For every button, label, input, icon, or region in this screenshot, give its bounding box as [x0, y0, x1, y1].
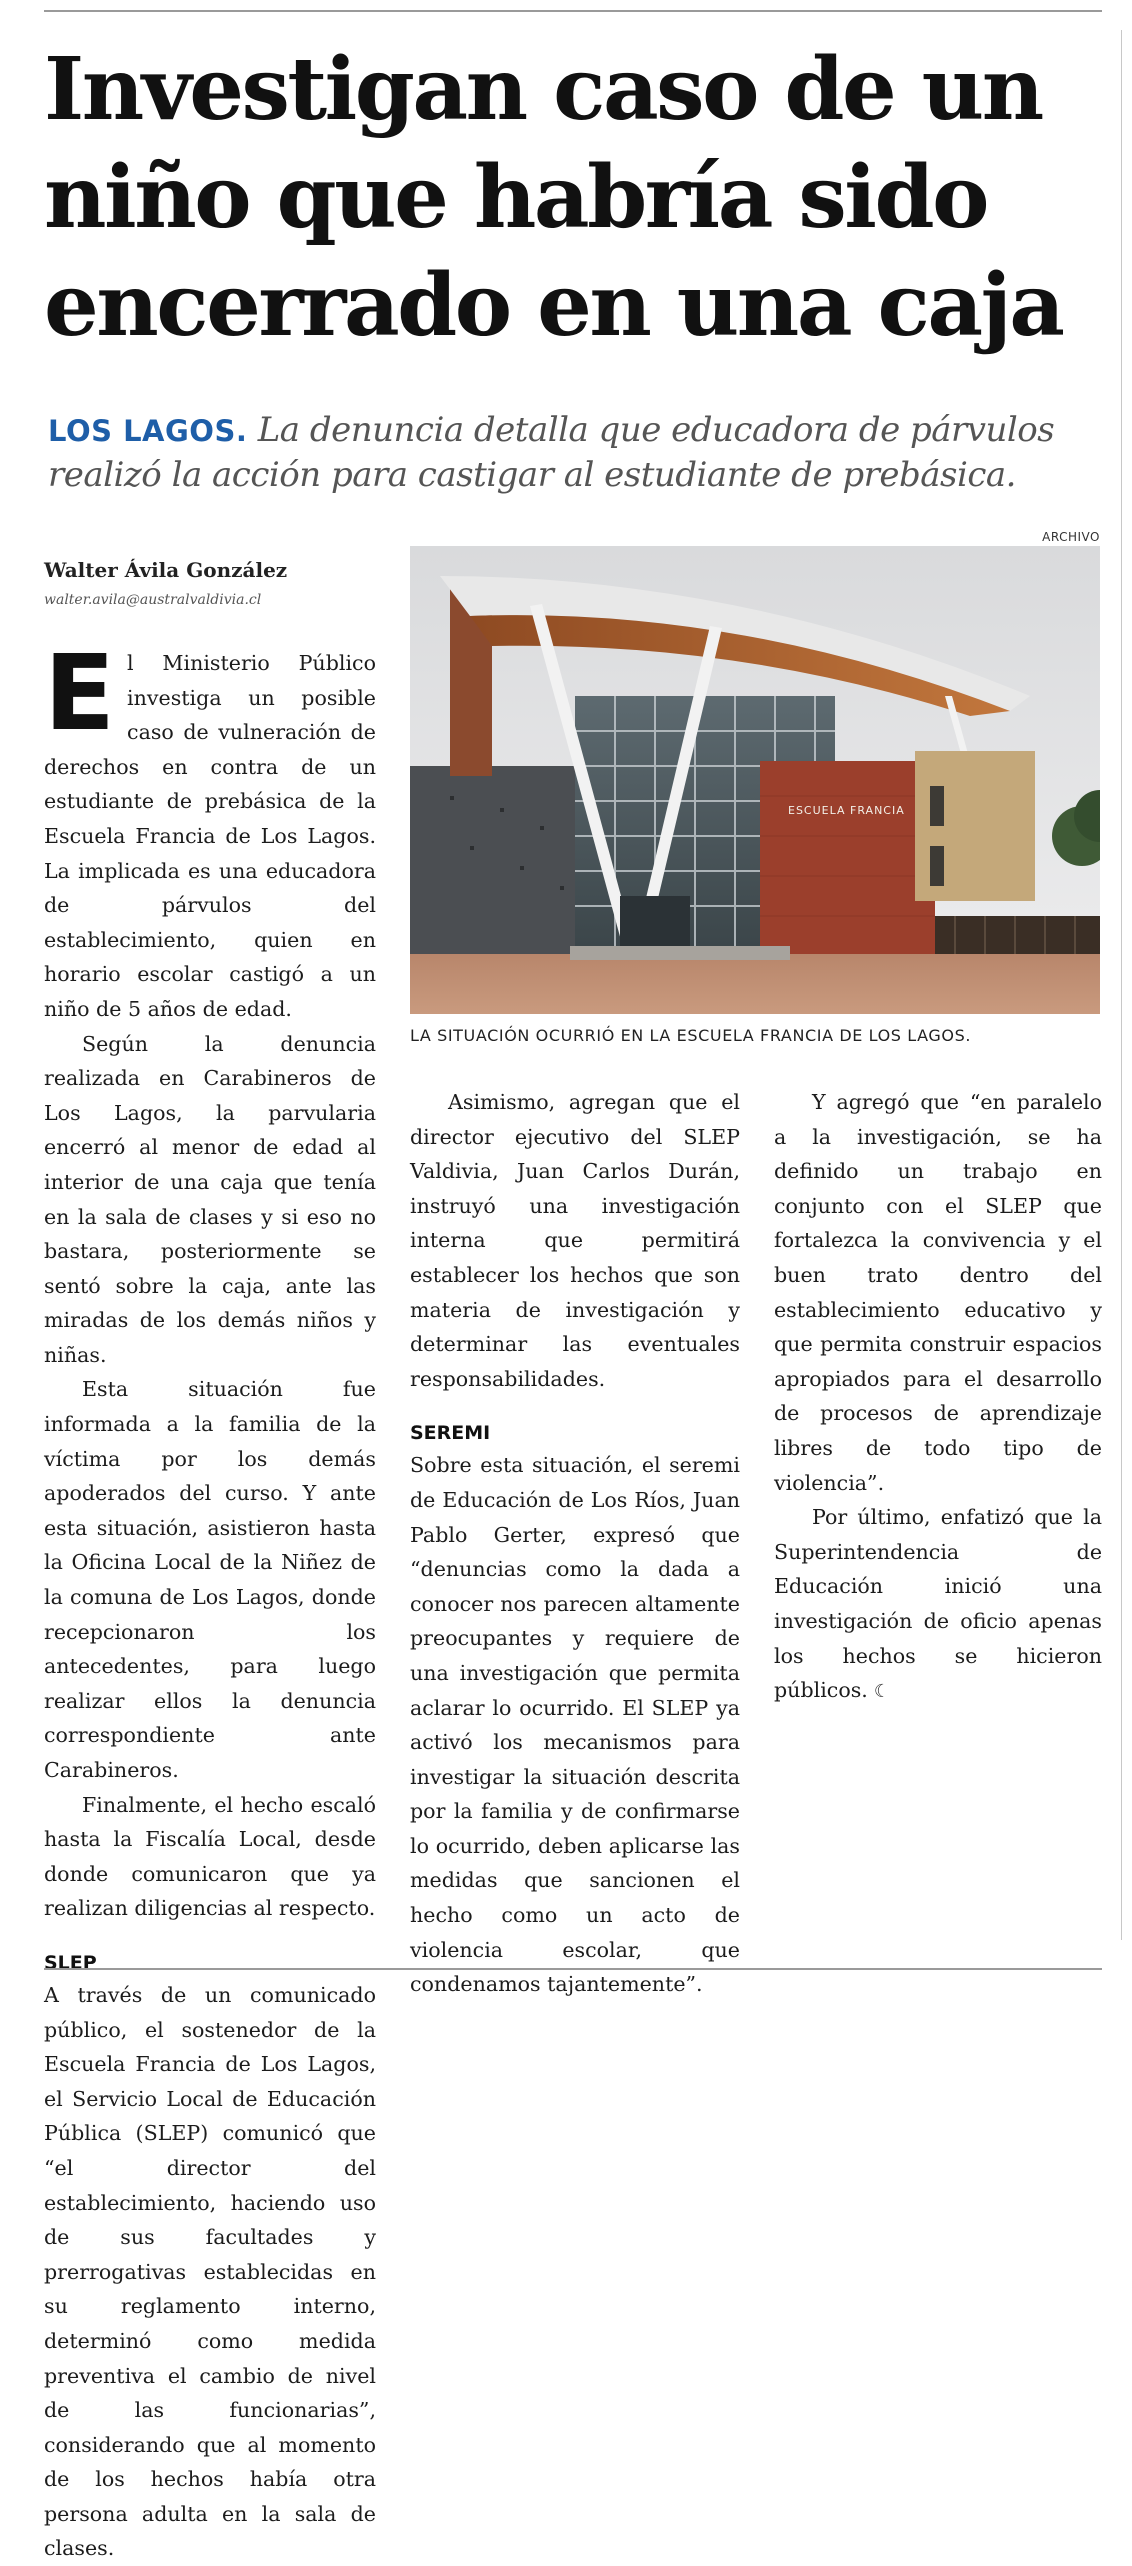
end-mark-icon: ☾: [873, 1681, 890, 1703]
headline: Investigan caso de un niño que habría sido encerrado en una caja: [44, 39, 1063, 356]
article-column-2: [410, 1085, 740, 2002]
article-column-1: [44, 632, 376, 2566]
school-building-photo: [410, 546, 1100, 1014]
article-paragraph: Y agregó que “en paralelo a la investigación, se ha definido un trabajo en conjunto con el SLEP que fortalezca la convivencia y el buen trato dentro del establecimiento educativo y que permita construir espacios apropiados para el desarrollo de procesos de aprendizaje libres de todo tipo de violencia”.: [774, 1090, 1102, 1495]
drop-cap: E: [44, 632, 116, 754]
subhead-seremi: SEREMI: [410, 1422, 491, 1445]
byline-author: Walter Ávila González: [44, 558, 288, 582]
byline: [44, 558, 394, 608]
article-paragraph: Esta situación fue informada a la familia de la víctima por los demás apoderados del curso. Y ante esta situación, asistieron hasta la Oficina Local de la Niñez de la comuna de Los Lagos, donde recepcionaron los antecedentes, para luego realizar ellos la denuncia correspondiente ante Carabineros.: [44, 1377, 376, 1782]
photo-credit: ARCHIVO: [1042, 530, 1100, 544]
deck-text: La denuncia detalla que educadora de párvulos realizó la acción para castigar al estudiante de prebásica.: [48, 410, 1055, 495]
deck: [48, 408, 1098, 497]
article-paragraph: Según la denuncia realizada en Carabineros de Los Lagos, la parvularia encerró al menor de edad al interior de una caja que tenía en la sala de clases y si eso no bastara, posteriormente se sentó sobre la caja, ante las miradas de los demás niños y niñas.: [44, 1031, 376, 1367]
article-column-3: [774, 1085, 1102, 1710]
top-rule: [44, 10, 1102, 12]
article-paragraph: Sobre esta situación, el seremi de Educación de Los Ríos, Juan Pablo Gerter, expresó que “denuncias como la dada a conocer nos parecen altamente preocupantes y requiere de una investigación que permita aclarar lo ocurrido. El SLEP ya activó los mecanismos para investigar la situación descrita por la familia y de confirmarse lo ocurrido, deben aplicarse las medidas que sancionen el hecho como un acto de violencia escolar, que condenamos tajantemente”.: [410, 1453, 740, 1997]
article-paragraph: [774, 1500, 1102, 1710]
article-paragraph: Asimismo, agregan que el director ejecutivo del SLEP Valdivia, Juan Carlos Durán, instruyó una investigación interna que permitirá establecer los hechos que son materia de investigación y determinar las eventuales responsabilidades.: [410, 1090, 740, 1391]
article-paragraph: [44, 632, 376, 1027]
byline-email: walter.avila@australvaldivia.cl: [44, 592, 262, 608]
bottom-rule: [44, 1968, 1102, 1970]
photo-caption: LA SITUACIÓN OCURRIÓ EN LA ESCUELA FRANCIA DE LOS LAGOS.: [410, 1026, 972, 1045]
paragraph-text: Por último, enfatizó que la Superintendencia de Educación inició una investigación de oficio apenas los hechos se hicieron públicos.: [774, 1505, 1102, 1703]
article-paragraph: A través de un comunicado público, el sostenedor de la Escuela Francia de Los Lagos, el Servicio Local de Educación Pública (SLEP) comunicó que “el director del establecimiento, haciendo uso de sus facultades y prerrogativas establecidas en su reglamento interno, determinó como medida preventiva el cambio de nivel de las funcionarias”, considerando que al momento de los hechos había otra persona adulta en la sala de clases.: [44, 1982, 376, 2561]
subhead-slep: SLEP: [44, 1951, 97, 1974]
page-edge: [1121, 30, 1132, 1940]
article-paragraph: Finalmente, el hecho escaló hasta la Fiscalía Local, desde donde comunicaron que ya realizan diligencias al respecto.: [44, 1792, 376, 1921]
building-sign: ESCUELA FRANCIA: [788, 804, 905, 817]
deck-kicker: LOS LAGOS.: [48, 414, 248, 448]
paragraph-text: l Ministerio Público investiga un posible caso de vulneración de derechos en contra de un estudiante de prebásica de la Escuela Francia de Los Lagos. La implicada es una educadora de párvulos del establecimiento, quien en horario escolar castigó a un niño de 5 años de edad.: [44, 651, 376, 1021]
